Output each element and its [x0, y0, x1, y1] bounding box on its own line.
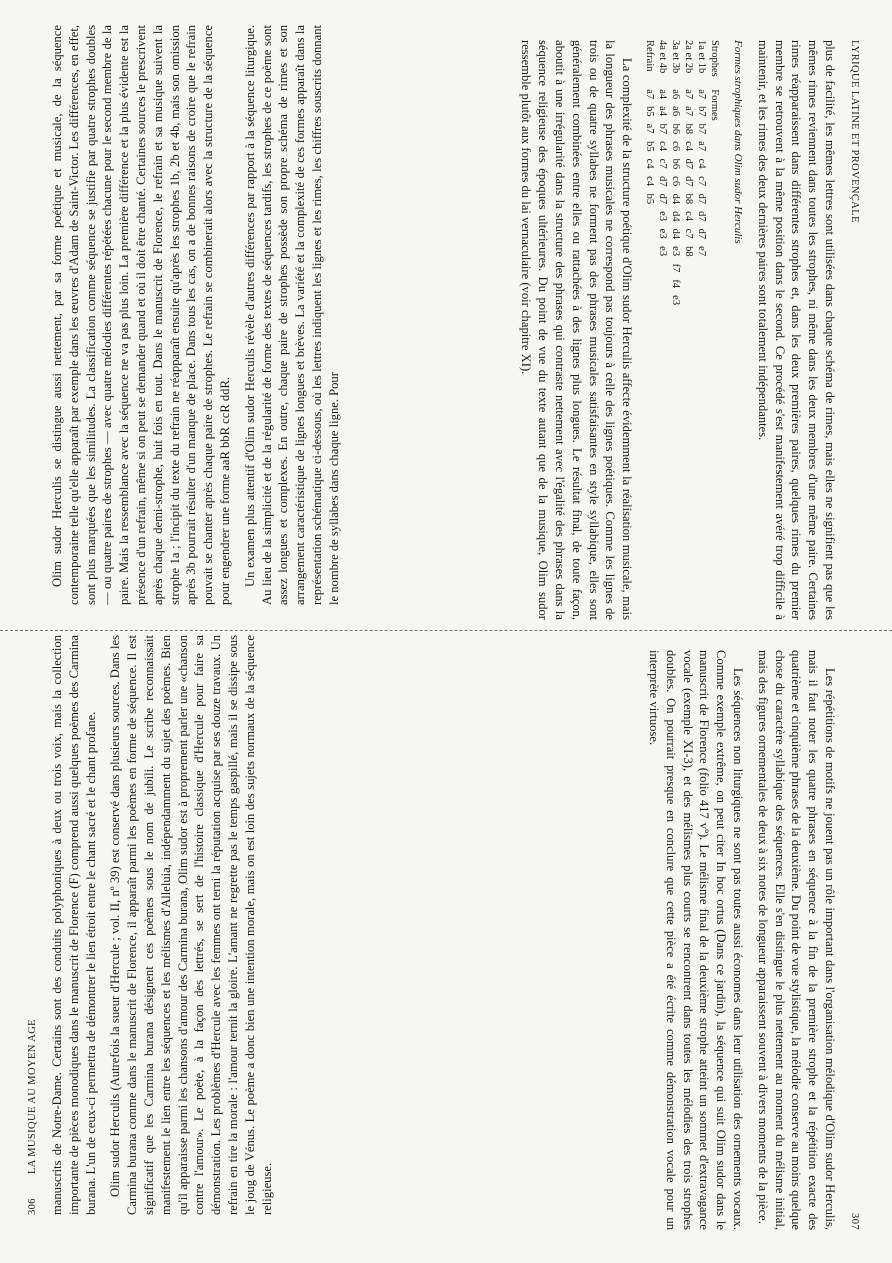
table-row	[682, 40, 695, 312]
table-cell: f7	[670, 263, 682, 273]
table-cell: b8	[683, 246, 695, 257]
text-columns	[478, 40, 838, 1230]
table-cell: c7	[657, 158, 669, 169]
text-columns	[49, 25, 409, 1215]
table-cell: c7	[683, 228, 695, 239]
table-cell: e3	[657, 246, 669, 257]
table-cell: d4	[670, 193, 682, 205]
table-cell: d4	[670, 211, 682, 222]
running-header-306	[25, 25, 41, 1215]
paragraph: La complexité de la structure poétique d'Olim sudor Herculis affecte évidemment la réalisation musicale, mais la longueur des phrases musicales ne correspond pas toujours à celle des lignes poétiques. Comme les lignes de trois ou de quatre syllabes ne forment pas des phrases musicales satisfaisantes en style syllabique, elles sont généralement combinées entre elles ou rattachées à des lignes plus longues. Le résultat final, de toute façon, aboutit à une irrégularité dans la structure des phrases qui contraste nettement avec l'égalité des phrases dans la séquence religieuse des époques ultérieures. Du point de vue du texte autant que de la musique, Olim sudor ressemble plutôt aux formes du lai vernaculaire (voir chapitre XI).	[519, 40, 635, 620]
table-cell: b7	[657, 123, 669, 135]
table-cell: a7	[644, 123, 656, 134]
paragraph: manuscrits de Notre-Dame. Certains sont des conduits polyphoniques à deux ou trois voix, mais la collection importante de pièces monodiques dans le manuscrit de Florence (F) comprend aussi quelques poèmes des Carmina burana. L'un de ceux-ci permettra de démontrer le lien étroit entre le chant sacré et le chant profane.	[50, 635, 98, 1215]
table-cell: a7	[683, 106, 695, 117]
table-cell: e3	[657, 228, 669, 239]
page-number: 306	[27, 1198, 38, 1215]
row-label: Refrain	[644, 40, 656, 72]
column-left	[49, 635, 409, 1215]
table-cell: b8	[683, 193, 695, 205]
table-cell: a7	[696, 141, 708, 152]
table-caption: Formes strophiques dans Olim sudor Herculis	[732, 40, 745, 244]
page-307	[467, 40, 862, 1230]
row-label: 2a et 2b	[683, 40, 695, 74]
paragraph: Olim sudor Herculis se distingue aussi nettement, par sa forme poétique et musicale, de la séquence contemporaine telle qu'elle apparaît par exemple dans les œuvres d'Adam de Saint-Victor. Les différences, en effet, sont plus marquées que les similitudes. La classification comme séquence se justifie par quatre strophes doubles — ou quatre paires de strophes — avec quatre mélodies différentes répétées chacune pour le second membre de la paire. Mais la ressemblance avec la séquence ne va pas plus loin. La première différence et la plus évidente est la présence d'un refrain, même si on peut se demander quand et où il doit être chanté. Certaines sources le prescrivent après chaque demi-strophe, huit fois en tout. Dans le manuscrit de Florence, le refrain et sa musique suivent la strophe 1a ; l'incipit du texte du refrain ne réapparaît ensuite qu'après les strophes 1b, 2b et 4b, mais son omission après 3b pourrait résulter d'un manque de place. Dans tous les cas, on a de bonnes raisons de croire que le refrain pouvait se chanter après chaque paire de strophes. Le refrain se combinerait alors avec la structure de la séquence pour engendrer une forme aaR bbR ccR ddR.	[50, 25, 232, 605]
table-cell: a6	[670, 89, 682, 100]
table-cell: a4	[657, 89, 669, 100]
table-row	[656, 40, 669, 312]
page-306	[25, 25, 420, 1215]
page-number: 307	[849, 1213, 860, 1230]
table-cell: d4	[670, 228, 682, 240]
row-label: 4a et 4b	[657, 40, 669, 74]
table-cell: f4	[670, 279, 682, 289]
table-cell: c6	[670, 176, 682, 187]
table-cell: a7	[683, 89, 695, 100]
table-cell: d7	[657, 176, 669, 187]
table-cell: d7	[657, 193, 669, 205]
running-header-307	[846, 40, 862, 1230]
table-cell: b8	[683, 123, 695, 135]
column-right	[478, 650, 838, 1230]
table-cell: e3	[657, 211, 669, 222]
row-label: 1a et 1b	[696, 40, 708, 74]
paragraph: Olim sudor Herculis (Autrefois la sueur d'Hercule ; vol. II, nº 39) est conservé dans plusieurs sources. Dans les Carmina burana comme dans le manuscrit de Florence, il apparaît parmi les poèmes en forme de séquence. Il est significatif que les Carmina burana désignent ces poèmes sous le nom de jubili. Le scribe reconnaissait manifestement le lien entre les séquences et les mélismes d'Alleluia, indépendamment du sujet des poèmes. Bien qu'il apparaisse parmi les chansons d'amour des Carmina burana, Olim sudor est à proprement parler une «chanson contre l'amour». Le poète, à la façon des lettrés, se sert de l'histoire classique d'Hercule pour faire sa démonstration. Les problèmes d'Hercule avec les femmes ont terni la réputation acquise par ses douze travaux. Un refrain en tire la morale : l'amour ternit la gloire. L'amant ne regrette pas le temps gaspillé, mais il se dissipe sous le joug de Vénus. Le poème a donc bien une intention morale, mais on est loin des sujets normaux de la séquence religieuse.	[108, 635, 274, 1215]
table-header: Strophes	[709, 40, 721, 77]
table-cell: c4	[683, 141, 695, 152]
row-label: 3a et 3b	[670, 40, 682, 74]
paragraph: Les séquences non liturgiques ne sont pas toutes aussi économes dans leur utilisation des ornements vocaux. Comme exemple extrême, on peut citer In hoc ortus (Dans ce jardin), la séquence qui suit Olim sudor dans le manuscrit de Florence (folio 417 vº). Le mélisme final de la deuxième strophe atteint un sommet d'extravagance vocale (exemple XI-3), et des mélismes plus courts se rencontrent dans toutes les mélodies des trois strophes doubles. On pourrait presque en conclure que cette pièce a été écrite comme démonstration vocale pour un interprète virtuose.	[647, 650, 746, 1230]
running-head: LYRIQUE LATINE ET PROVENÇALE	[849, 40, 860, 223]
table-cell: b7	[696, 123, 708, 135]
table-cell: b5	[644, 193, 656, 205]
table-cell: c7	[696, 176, 708, 187]
table-cell: c4	[644, 158, 656, 169]
table-cell: e7	[696, 246, 708, 257]
table-cell: c4	[657, 141, 669, 152]
table-header: Formes	[709, 89, 721, 121]
table-cell: d7	[696, 193, 708, 205]
table-cell: c6	[670, 141, 682, 152]
table-cell: d7	[696, 211, 708, 222]
running-head: LA MUSIQUE AU MOYEN AGE	[27, 1019, 38, 1175]
table-row	[695, 40, 708, 312]
table-row	[643, 40, 656, 312]
table-cell: e3	[670, 246, 682, 257]
column-left	[478, 40, 838, 620]
table-cell: c4	[696, 158, 708, 169]
table-cell: b5	[644, 141, 656, 152]
table-cell: c4	[644, 176, 656, 187]
paragraph: plus de facilité, les mêmes lettres sont utilisées dans chaque schéma de rimes, mais elles ne signifient pas que les mêmes rimes reviennent dans toutes les strophes, ni même dans les deux membres d'une même paire. Certaines rimes réapparaissent dans différentes strophes et, dans les deux premières paires, quelques rimes du premier membre se retrouvent à la même position dans le second. Ce procédé s'est manifestement avéré trop difficile à maintenir, et les rimes des deux dernières paires sont totalement indépendantes.	[755, 40, 837, 620]
paragraph: Les répétitions de motifs ne jouent pas un rôle important dans l'organisation mélodique d'Olim sudor Herculis, mais il faut noter les quatre phrases en séquence à la fin de la première strophe et la répétition exacte des quatrième et cinquième phrases de la deuxième. Du point de vue stylistique, la mélodie conserve au moins quelque chose du caractère syllabique des séquences. Elle s'en distingue le plus nettement au moment du mélisme initial, mais des figures ornementales de deux à six notes de longueur apparaissent souvent à divers moments de la pièce.	[755, 650, 837, 1230]
table-row	[669, 40, 682, 312]
table-cell: b6	[670, 123, 682, 135]
paragraph: Un examen plus attentif d'Olim sudor Herculis révèle d'autres différences par rapport à la séquence liturgique. Au lieu de la simplicité et de la régularité de forme des textes de séquences tardifs, les strophes de ce poème sont assez longues et complexes. En outre, chaque paire de strophes possède son propre schéma de rimes et son arrangement caractéristique de lignes longues et brèves. La variété et la complexité de ces formes apparaît dans la représentation schématique ci-dessous, où les lettres indiquent les lignes et les rimes, les chiffres souscrits donnant le nombre de syllabes dans chaque ligne. Pour	[242, 25, 341, 605]
table-cell: a7	[644, 89, 656, 100]
table-cell: b5	[644, 106, 656, 117]
table-cell: b7	[696, 106, 708, 117]
table-cell: d7	[683, 176, 695, 187]
table-cell: d7	[696, 228, 708, 240]
table-cell: e3	[670, 295, 682, 306]
table-cell: b6	[670, 158, 682, 170]
table-cell: a7	[696, 89, 708, 100]
strophe-table	[643, 40, 721, 312]
table-cell: a4	[657, 106, 669, 117]
table-cell: c4	[683, 211, 695, 222]
column-right	[49, 25, 409, 605]
table-cell: a6	[670, 106, 682, 117]
table-cell: d7	[683, 158, 695, 170]
